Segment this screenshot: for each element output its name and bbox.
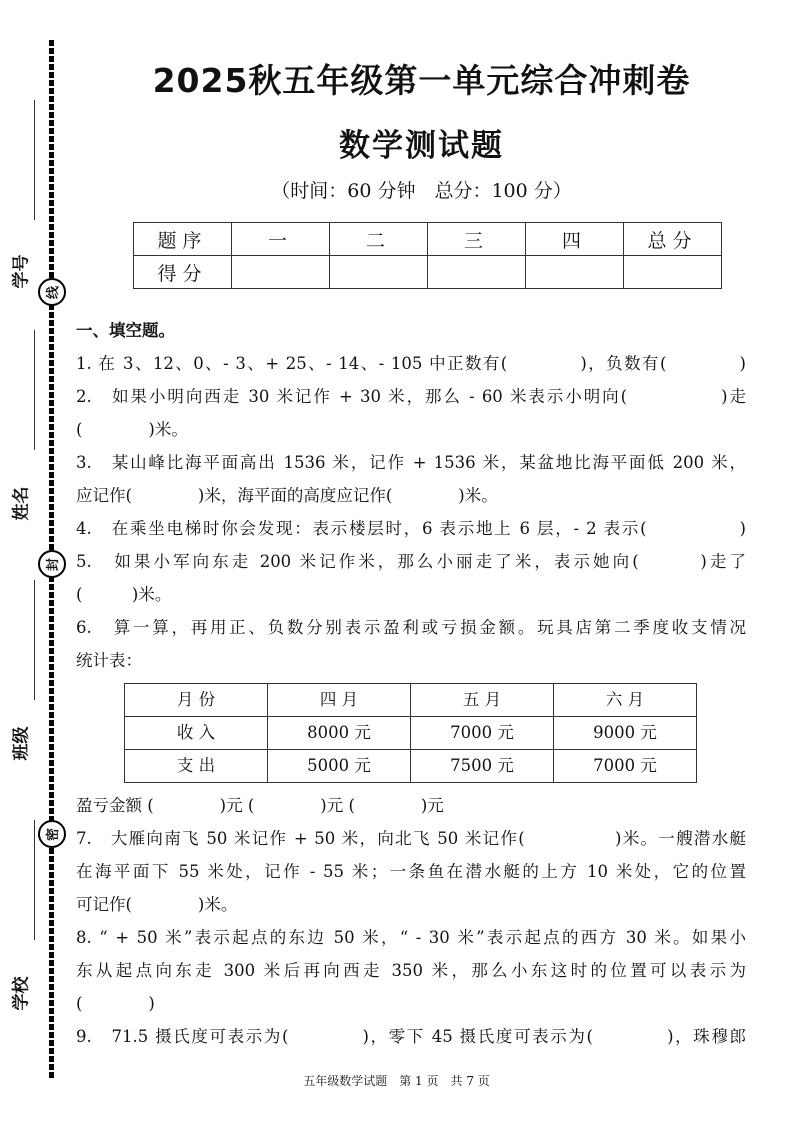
table-cell: 7000 元: [554, 750, 697, 783]
score-blank[interactable]: [232, 256, 330, 289]
class-field: [0, 580, 40, 761]
score-blank[interactable]: [624, 256, 722, 289]
exam-title: 2025秋五年级第一单元综合冲刺卷: [152, 61, 691, 100]
table-row: [125, 684, 697, 717]
score-cell: 二: [330, 223, 428, 256]
table-row: [125, 750, 697, 783]
score-table-header-row: [134, 223, 722, 256]
question-content: [76, 314, 746, 1053]
question-4: 4. 在乘坐电梯时你会发现：表示楼层时，6 表示地上 6 层，- 2 表示( ): [76, 519, 746, 538]
question-2-line-1: 2. 如果小明向西走 30 米记作 + 30 米，那么 - 60 米表示小明向( )走: [76, 387, 746, 406]
question-8-line-3: ( ): [76, 994, 155, 1013]
table-cell: 支 出: [125, 750, 268, 783]
student-id-field: [0, 100, 40, 289]
table-cell: 9000 元: [554, 717, 697, 750]
class-label: 班级: [11, 726, 32, 761]
question-3-line-2: 应记作( )米，海平面的高度应记作( )米。: [76, 486, 498, 505]
page-footer: 五年级数学试题 第 1 页 共 7 页: [303, 1074, 490, 1088]
question-3-line-1: 3. 某山峰比海平面高出 1536 米，记作 + 1536 米，某盆地比海平面低 200 米，: [76, 453, 746, 472]
score-table: [133, 222, 722, 289]
question-8-line-1: 8. “ + 50 米”表示起点的东边 50 米，“ - 30 米”表示起点的西方 30 米。如果小: [76, 928, 746, 947]
question-6-answer-line: 盈亏金额 ( )元 ( )元 ( )元: [76, 796, 444, 815]
score-blank[interactable]: [526, 256, 624, 289]
question-6-line-1: 6. 算一算，再用正、负数分别表示盈利或亏损金额。玩具店第二季度收支情况: [76, 618, 746, 637]
table-cell: 8000 元: [268, 717, 411, 750]
table-cell: 5000 元: [268, 750, 411, 783]
score-cell: 题序: [134, 223, 232, 256]
seal-mi: 密: [38, 820, 66, 848]
question-7-line-2: 在海平面下 55 米处，记作 - 55 米；一条鱼在潜水艇的上方 10 米处，它的位置: [76, 862, 746, 881]
student-id-rule: [34, 100, 35, 220]
question-5-line-2: ( )米。: [76, 585, 172, 604]
score-cell: 四: [526, 223, 624, 256]
school-label: 学校: [11, 976, 32, 1011]
question-6-line-2: 统计表：: [76, 651, 142, 670]
question-9: 9. 71.5 摄氏度可表示为( )，零下 45 摄氏度可表示为( )，珠穆郎: [76, 1027, 746, 1046]
section-title: 一、填空题。: [76, 321, 175, 340]
school-field: [0, 820, 40, 1011]
question-1: 1. 在 3、12、0、- 3、+ 25、- 14、- 105 中正数有( )，负数有( ): [76, 354, 746, 373]
question-7-line-1: 7. 大雁向南飞 50 米记作 + 50 米，向北飞 50 米记作( )米。一艘潜水艇: [76, 829, 746, 848]
table-cell: 7500 元: [411, 750, 554, 783]
income-expense-table: [124, 683, 697, 783]
binding-strip: [0, 0, 72, 1122]
table-header-cell: 月 份: [125, 684, 268, 717]
name-label: 姓名: [11, 486, 32, 521]
score-cell: 总分: [624, 223, 722, 256]
question-2-line-2: ( )米。: [76, 420, 188, 439]
score-cell: 三: [428, 223, 526, 256]
exam-subtitle: 数学测试题: [339, 128, 504, 164]
table-header-cell: 六 月: [554, 684, 697, 717]
class-rule: [34, 580, 35, 700]
school-rule: [34, 820, 35, 940]
seal-feng: 封: [38, 550, 66, 578]
table-header-cell: 五 月: [411, 684, 554, 717]
question-5-line-1: 5. 如果小军向东走 200 米记作米，那么小丽走了米，表示她向( )走了: [76, 552, 746, 571]
name-rule: [34, 330, 35, 450]
table-cell: 7000 元: [411, 717, 554, 750]
score-cell: 得分: [134, 256, 232, 289]
seal-xian: 线: [38, 278, 66, 306]
table-cell: 收 入: [125, 717, 268, 750]
score-blank[interactable]: [428, 256, 526, 289]
score-table-score-row: [134, 256, 722, 289]
table-header-cell: 四 月: [268, 684, 411, 717]
name-field: [0, 330, 40, 521]
table-row: [125, 717, 697, 750]
score-cell: 一: [232, 223, 330, 256]
time-info: （时间：60 分钟 总分：100 分）: [271, 180, 572, 202]
question-7-line-3: 可记作( )米。: [76, 895, 238, 914]
score-blank[interactable]: [330, 256, 428, 289]
student-id-label: 学号: [11, 254, 32, 289]
question-8-line-2: 东从起点向东走 300 米后再向西走 350 米，那么小东这时的位置可以表示为: [76, 961, 746, 980]
